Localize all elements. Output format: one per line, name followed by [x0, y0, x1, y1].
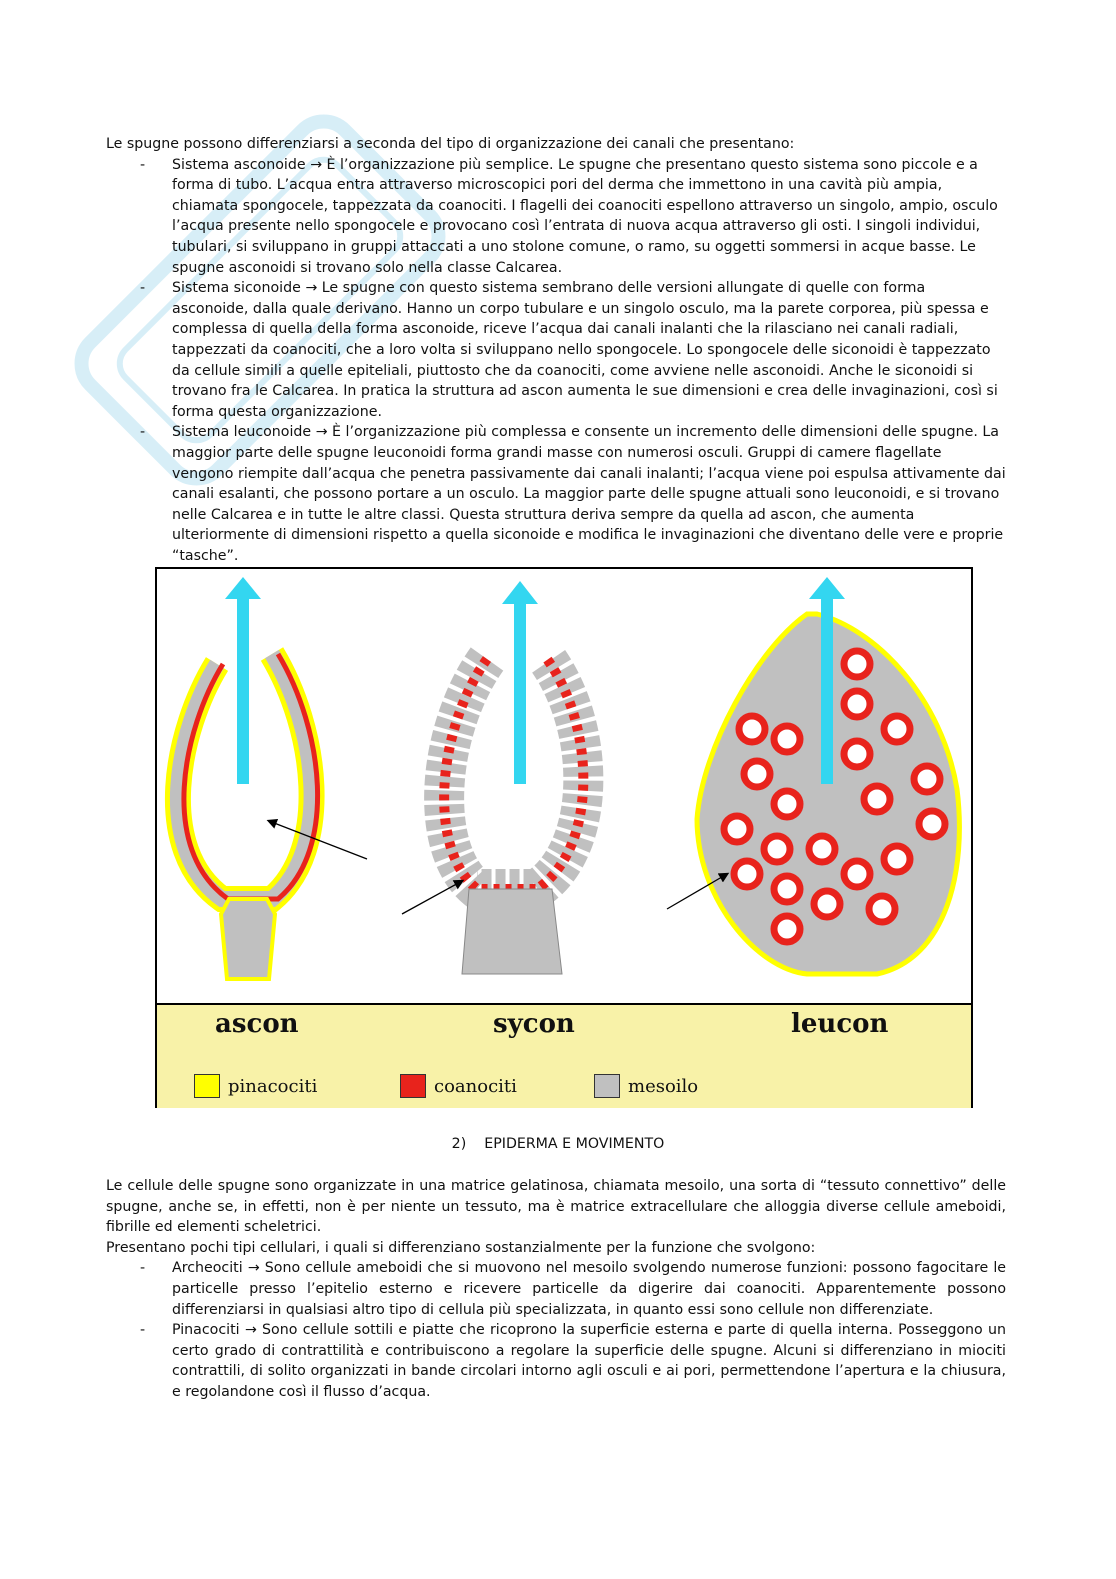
systems-list	[106, 155, 1006, 567]
sycon-drawing	[402, 581, 583, 974]
paragraph: Le cellule delle spugne sono organizzate in una matrice gelatinosa, chiamata mesoilo, una sorta di “tessuto connettivo” delle spugne, anche se, in effetti, non è per niente un tessuto, ma è matrice extracellulare che alloggia diverse cellule ameboidi, fibrille ed elementi scheletrici.	[106, 1178, 1006, 1236]
paragraph: Presentano pochi tipi cellulari, i quali si differenziano sostanzialmente per la funzione che svolgono:	[106, 1239, 816, 1256]
section-number: 2)	[451, 1136, 467, 1152]
leucon-drawing	[667, 577, 959, 974]
list-item: - Sistema leuconoide → È l’organizzazione più complessa e consente un incremento delle dimensioni delle spugne. La maggior parte delle spugne leuconoidi forma grandi masse con numerosi osculi. Gruppi di camere flagellate vengono riempite dall’acqua che penetra passivamente dai canali inalanti; l’acqua viene poi espulsa attivamente dai canali esalanti, che possono portare a un osculo. La maggior parte delle spugne attuali sono leuconoidi, e si trovano nelle Calcarea e in tutte le altre classi. Questa struttura deriva sempre da quella ad ascon, che aumenta ulteriormente di dimensioni rispetto a quella siconoide e modifica le invaginazioni che diventano delle vere e proprie “tasche”.	[140, 424, 1006, 564]
pinacociti-swatch	[194, 1074, 220, 1098]
legend-pinacociti: pinacociti	[194, 1074, 317, 1098]
legend-mesoilo: mesoilo	[594, 1074, 698, 1098]
epidermis-section	[106, 1176, 1006, 1403]
legend-coanociti: coanociti	[400, 1074, 517, 1098]
list-item: - Archeociti → Sono cellule ameboidi che si muovono nel mesoilo svolgendo numerose funzioni: possono fagocitare le particelle presso l’epitelio esterno e ricevere particelle da digerire dai coanociti. Apparentemente possono differenziarsi in qualsiasi altro tipo di cellula più specializzata, in quanto essi sono cellule non differenziate.	[140, 1260, 1006, 1318]
intro-paragraph: Le spugne possono differenziarsi a seconda del tipo di organizzazione dei canali che presentano:	[106, 136, 795, 152]
list-item: - Sistema siconoide → Le spugne con questo sistema sembrano delle versioni allungate di quelle con forma asconoide, dalla quale derivano. Hanno un corpo tubulare e un singolo osculo, ma la parete corporea, più spessa e complessa di quella della forma asconoide, riceve l’acqua dai canali inalanti che la rilasciano nei canali radiali, tappezzati da coanociti, che a loro volta si sviluppano nello spongocele. Lo spongocele delle siconoidi è tappezzato da cellule simili a quelle epiteliali, piuttosto che da coanociti, come avviene nelle asconoidi. Anche le siconoidi si trovano fra le Calcarea. In pratica la struttura ad ascon aumenta le sue dimensioni e crea delle invaginazioni, così si forma questa organizzazione.	[140, 280, 998, 420]
sycon-label: sycon	[493, 1009, 575, 1039]
leucon-label: leucon	[791, 1009, 889, 1039]
cell-types-list	[106, 1258, 1006, 1402]
list-item: - Sistema asconoide → È l’organizzazione più semplice. Le spugne che presentano questo sistema sono piccole e a forma di tubo. L’acqua entra attraverso microscopici pori del derma che immettono in una cavità più ampia, chiamata spongocele, tappezzata da coanociti. I flagelli dei coanociti espellono attraverso un singolo, ampio, osculo l’acqua presente nello spongocele e provocano così l’entrata di nuova acqua attraverso gli osti. I singoli individui, tubulari, si sviluppano in gruppi attaccati a uno stolone comune, o ramo, su oggetti sommersi in acque basse. Le spugne asconoidi si trovano solo nella classe Calcarea.	[140, 156, 998, 276]
list-item: - Pinacociti → Sono cellule sottili e piatte che ricoprono la superficie esterna e parte di quella interna. Posseggono un certo grado di contrattilità e contribuiscono a regolare la superficie delle spugne. Alcuni si differenziano in miociti contrattili, di solito organizzati in bande circolari intorno agli osculi e ai pori, permettendone l’apertura e la chiusura, e regolandone così il flusso d’acqua.	[140, 1322, 1006, 1400]
sponge-diagram	[155, 567, 973, 1108]
mesoilo-swatch	[594, 1074, 620, 1098]
coanociti-swatch	[400, 1074, 426, 1098]
section-title: EPIDERMA E MOVIMENTO	[484, 1136, 665, 1152]
intro-section	[106, 134, 1006, 566]
section-heading	[0, 1136, 1116, 1152]
ascon-label: ascon	[215, 1009, 299, 1039]
ascon-drawing	[178, 577, 367, 979]
sponge-illustration	[157, 569, 971, 1003]
